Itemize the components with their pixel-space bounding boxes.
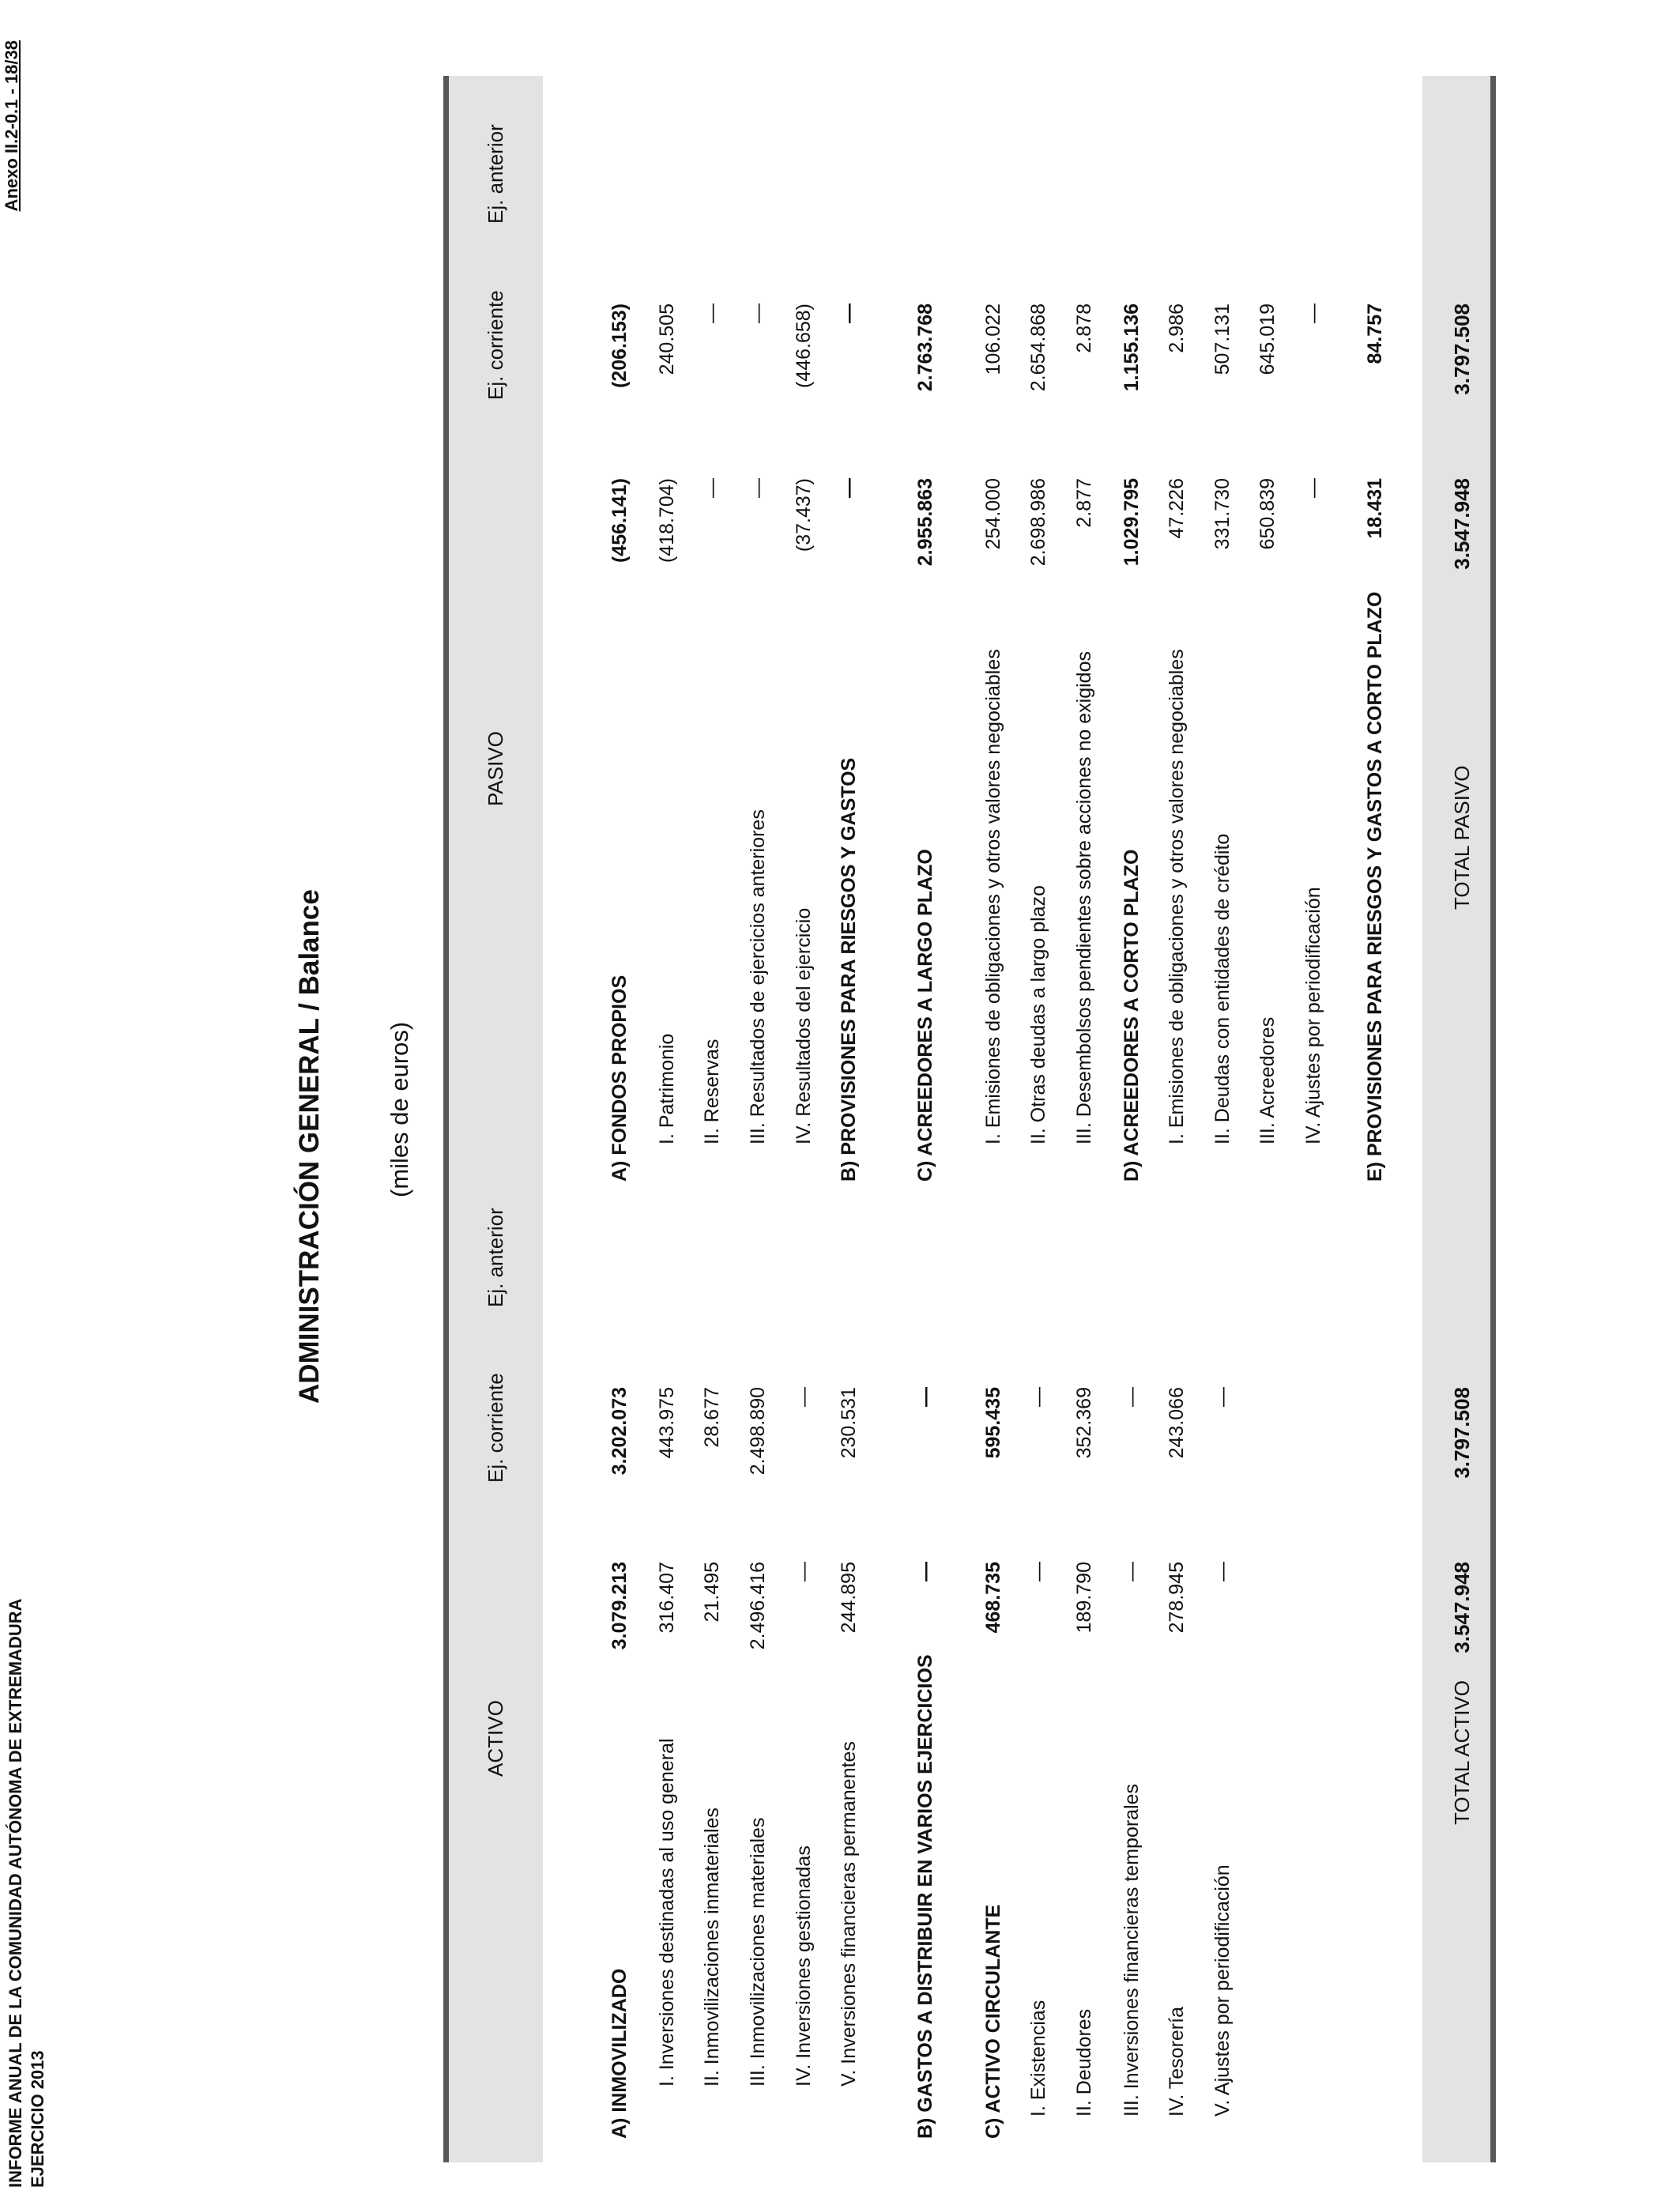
activo-row-previous: 230.531 <box>838 1387 860 1459</box>
total-pasivo-previous: 3.797.508 <box>1450 303 1474 395</box>
pasivo-row-label: III. Acreedores <box>1256 1016 1279 1144</box>
activo-row-label: III. Inmovilizaciones materiales <box>747 1817 769 2087</box>
activo-row-previous: 243.066 <box>1166 1387 1188 1459</box>
activo-row-current: 316.407 <box>656 1562 678 1634</box>
pasivo-row-current: — <box>747 478 769 498</box>
pasivo-row-current: — <box>701 478 723 498</box>
pasivo-row-current: — <box>838 478 860 498</box>
total-band-rule <box>1490 76 1496 2162</box>
activo-row-current: 468.735 <box>982 1562 1004 1634</box>
pasivo-row-previous: 2.763.768 <box>914 303 936 392</box>
page-title: ADMINISTRACIÓN GENERAL / Balance <box>294 889 325 1404</box>
activo-row-label: I. Inversiones destinadas al uso general <box>656 1738 678 2087</box>
pasivo-row-previous: (206.153) <box>608 303 631 389</box>
report-title-line: INFORME ANUAL DE LA COMUNIDAD AUTÓNOMA DE EXTREMADURA <box>6 1598 25 2188</box>
pasivo-row-current: (418.704) <box>656 478 678 564</box>
activo-row-previous: — <box>914 1387 936 1407</box>
activo-row-label: III. Inversiones financieras temporales <box>1121 1783 1143 2117</box>
pasivo-row-current: — <box>1302 478 1324 498</box>
activo-row-label: V. Ajustes por periodificación <box>1211 1864 1234 2117</box>
activo-row-label: II. Inmovilizaciones inmateriales <box>701 1808 723 2087</box>
activo-row-current: 278.945 <box>1166 1562 1188 1634</box>
pasivo-row-label: D) ACREEDORES A CORTO PLAZO <box>1121 849 1143 1182</box>
pasivo-row-previous: 507.131 <box>1211 303 1234 375</box>
activo-row-label: B) GASTOS A DISTRIBUIR EN VARIOS EJERCICIOS <box>914 1654 936 2139</box>
annex-reference: Anexo II.2-0.1 - 18/38 <box>2 40 21 212</box>
activo-row-previous: — <box>1211 1387 1234 1407</box>
pasivo-heading: PASIVO <box>484 731 507 806</box>
pasivo-row-previous: 84.757 <box>1364 303 1386 364</box>
report-header <box>5 1598 49 2188</box>
activo-row-current: 244.895 <box>838 1562 860 1634</box>
activo-row-previous: 352.369 <box>1073 1387 1095 1459</box>
activo-row-previous: 443.975 <box>656 1387 678 1459</box>
activo-row-label: V. Inversiones financieras permanentes <box>838 1741 860 2087</box>
pasivo-row-current: 650.839 <box>1256 478 1279 550</box>
pasivo-row-previous: — <box>838 303 860 323</box>
header-band-rule <box>443 76 449 2162</box>
activo-row-current: — <box>1027 1562 1049 1581</box>
activo-row-label: C) ACTIVO CIRCULANTE <box>982 1904 1004 2139</box>
activo-col-current: Ej. corriente <box>484 1373 507 1483</box>
activo-row-current: 189.790 <box>1073 1562 1095 1634</box>
pasivo-row-current: 47.226 <box>1166 478 1188 539</box>
pasivo-col-previous: Ej. anterior <box>484 124 507 224</box>
pasivo-row-current: 331.730 <box>1211 478 1234 550</box>
pasivo-row-previous: — <box>1302 303 1324 323</box>
activo-row-current: — <box>1211 1562 1234 1581</box>
activo-row-current: 21.495 <box>701 1562 723 1623</box>
pasivo-row-previous: — <box>747 303 769 323</box>
activo-row-current: — <box>793 1562 815 1581</box>
activo-row-previous: — <box>1121 1387 1143 1407</box>
total-activo-label: TOTAL ACTIVO <box>1450 1679 1474 1825</box>
pasivo-row-previous: 2.986 <box>1166 303 1188 353</box>
activo-row-current: 2.496.416 <box>747 1562 769 1650</box>
total-pasivo-label: TOTAL PASIVO <box>1450 765 1474 910</box>
activo-row-previous: 28.677 <box>701 1387 723 1448</box>
pasivo-row-label: I. Patrimonio <box>656 1033 678 1144</box>
activo-col-previous: Ej. anterior <box>484 1208 507 1307</box>
pasivo-row-current: 2.698.986 <box>1027 478 1049 567</box>
activo-row-previous: — <box>1027 1387 1049 1407</box>
pasivo-row-label: II. Reservas <box>701 1039 723 1144</box>
pasivo-row-current: 2.877 <box>1073 478 1095 528</box>
total-activo-previous: 3.797.508 <box>1450 1387 1474 1479</box>
pasivo-row-label: E) PROVISIONES PARA RIESGOS Y GASTOS A CORTO PLAZO <box>1364 591 1386 1182</box>
pasivo-row-current: 1.029.795 <box>1121 478 1143 567</box>
pasivo-row-previous: 645.019 <box>1256 303 1279 375</box>
pasivo-row-label: II. Otras deudas a largo plazo <box>1027 885 1049 1144</box>
pasivo-row-label: I. Emisiones de obligaciones y otros valores negociables <box>1166 649 1188 1144</box>
pasivo-row-current: (456.141) <box>608 478 631 564</box>
pasivo-row-previous: — <box>701 303 723 323</box>
pasivo-row-previous: 106.022 <box>982 303 1004 375</box>
activo-row-previous: 595.435 <box>982 1387 1004 1459</box>
pasivo-row-current: 2.955.863 <box>914 478 936 567</box>
pasivo-col-current: Ej. corriente <box>484 290 507 400</box>
pasivo-row-label: A) FONDOS PROPIOS <box>608 974 631 1182</box>
total-activo-current: 3.547.948 <box>1450 1562 1474 1653</box>
pasivo-row-current: 18.431 <box>1364 478 1386 539</box>
units-subtitle: (miles de euros) <box>386 1021 413 1197</box>
pasivo-row-current: (37.437) <box>793 478 815 552</box>
activo-row-current: — <box>1121 1562 1143 1581</box>
pasivo-row-label: IV. Ajustes por periodificación <box>1302 887 1324 1144</box>
pasivo-row-previous: 1.155.136 <box>1121 303 1143 392</box>
pasivo-row-current: 254.000 <box>982 478 1004 550</box>
pasivo-row-label: C) ACREEDORES A LARGO PLAZO <box>914 849 936 1182</box>
activo-row-label: IV. Inversiones gestionadas <box>793 1845 815 2087</box>
pasivo-row-label: IV. Resultados del ejercicio <box>793 907 815 1144</box>
activo-row-label: IV. Tesorería <box>1166 2007 1188 2117</box>
activo-row-label: II. Deudores <box>1073 2008 1095 2117</box>
activo-row-current: 3.079.213 <box>608 1562 631 1650</box>
pasivo-row-previous: (446.658) <box>793 303 815 389</box>
pasivo-row-previous: 240.505 <box>656 303 678 375</box>
activo-row-previous: — <box>793 1387 815 1407</box>
pasivo-row-label: II. Deudas con entidades de crédito <box>1211 833 1234 1144</box>
pasivo-row-label: III. Resultados de ejercicios anteriores <box>747 809 769 1144</box>
pasivo-row-label: B) PROVISIONES PARA RIESGOS Y GASTOS <box>838 757 860 1182</box>
activo-row-previous: 3.202.073 <box>608 1387 631 1476</box>
pasivo-row-previous: 2.654.868 <box>1027 303 1049 392</box>
pasivo-row-previous: 2.878 <box>1073 303 1095 353</box>
activo-row-previous: 2.498.890 <box>747 1387 769 1476</box>
total-pasivo-current: 3.547.948 <box>1450 478 1474 570</box>
activo-row-label: A) INMOVILIZADO <box>608 1968 631 2139</box>
activo-heading: ACTIVO <box>484 1700 507 1777</box>
activo-row-current: — <box>914 1562 936 1581</box>
pasivo-row-label: I. Emisiones de obligaciones y otros valores negociables <box>982 649 1004 1144</box>
activo-row-label: I. Existencias <box>1027 2000 1049 2117</box>
pasivo-row-label: III. Desembolsos pendientes sobre acciones no exigidos <box>1073 651 1095 1144</box>
report-year-line: EJERCICIO 2013 <box>28 2050 47 2188</box>
